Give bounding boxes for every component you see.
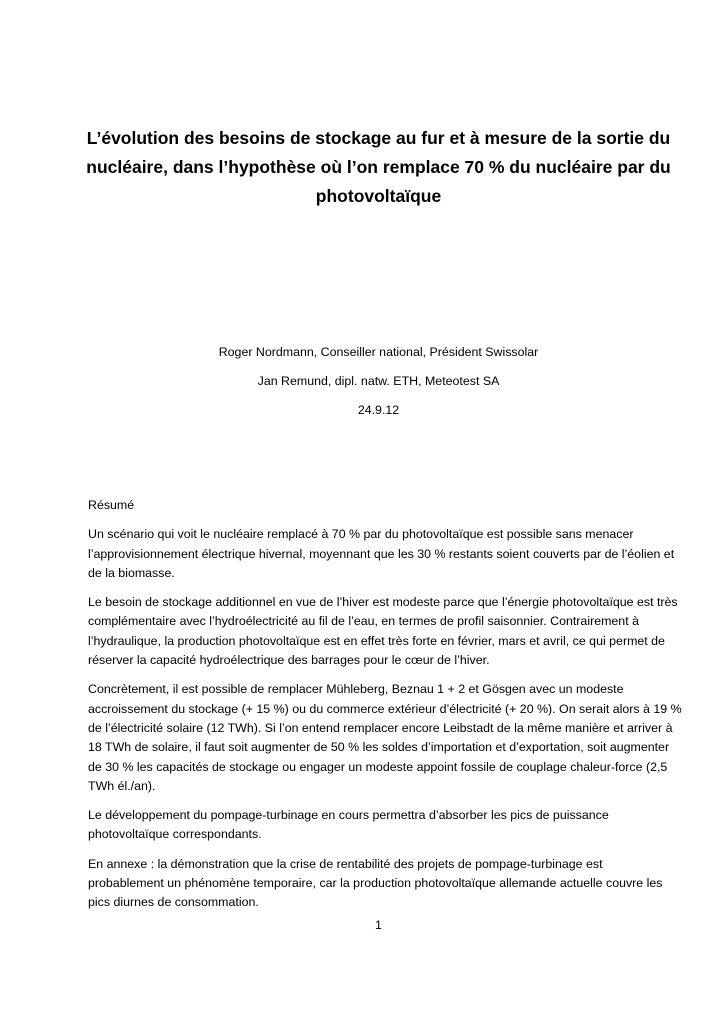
paragraph-line: photovoltaïque correspondants. xyxy=(88,827,262,842)
paragraph-line: pics diurnes de consommation. xyxy=(88,895,259,910)
document-date: 24.9.12 xyxy=(357,403,400,417)
author-block xyxy=(0,342,725,429)
paragraph-line: réserver la capacité hydroélectrique des barrages pour le cœur de l’hiver. xyxy=(88,653,490,668)
summary-paragraph xyxy=(88,680,688,796)
summary-paragraph xyxy=(88,525,688,583)
paragraph-line: En annexe : la démonstration que la crise de rentabilité des projets de pompage-turbinage est xyxy=(88,856,603,871)
paragraph-line: 18 TWh de solaire, il faut soit augmenter de 50 % les soldes d’importation et d’exportation, soit augmenter xyxy=(88,740,670,755)
paragraph-line: Concrètement, il est possible de remplacer Mühleberg, Beznau 1 + 2 et Gösgen avec un modeste xyxy=(88,682,624,697)
author-line: Jan Remund, dipl. natw. ETH, Meteotest SA xyxy=(257,374,500,388)
page-number: 1 xyxy=(375,918,382,932)
title-line: photovoltaïque xyxy=(315,186,442,206)
summary-paragraph xyxy=(88,855,688,913)
paragraph-line: TWh él./an). xyxy=(88,778,156,793)
title-line: nucléaire, dans l’hypothèse où l’on remplace 70 % du nucléaire par du xyxy=(86,157,671,177)
paragraph-line: de l’électricité solaire (12 TWh). Si l’on entend remplacer encore Leibstadt de la même manière et arriver à xyxy=(88,720,673,735)
paragraph-line: Le développement du pompage-turbinage en cours permettra d’absorber les pics de puissance xyxy=(88,808,609,823)
summary-heading: Résumé xyxy=(88,498,135,512)
summary-paragraph xyxy=(88,593,688,670)
paragraph-line: probablement un phénomène temporaire, car la production photovoltaïque allemande actuelle couvre les xyxy=(88,876,663,891)
document-title xyxy=(70,124,687,211)
paragraph-line: de 30 % les capacités de stockage ou engager un modeste appoint fossile de couplage chaleur-force (2,5 xyxy=(88,759,668,774)
paragraph-line: l’approvisionnement électrique hivernal, moyennant que les 30 % restants soient couverts par de l’éolien et xyxy=(88,546,675,561)
title-line: L’évolution des besoins de stockage au fur et à mesure de la sortie du xyxy=(86,128,671,148)
paragraph-line: de la biomasse. xyxy=(88,565,175,580)
paragraph-line: complémentaire avec l’hydroélectricité au fil de l’eau, en termes de profil saisonnier. Contrairement à xyxy=(88,614,639,629)
author-line: Roger Nordmann, Conseiller national, Président Swissolar xyxy=(218,345,539,359)
summary-paragraph xyxy=(88,806,688,845)
paragraph-line: accroissement du stockage (+ 15 %) ou du commerce extérieur d’électricité (+ 20 %). On serait alors à 19 % xyxy=(88,701,682,716)
summary-section xyxy=(88,496,688,923)
paragraph-line: l’hydraulique, la production photovoltaïque est en effet très forte en février, mars et avril, ce qui permet de xyxy=(88,633,665,648)
paragraph-line: Le besoin de stockage additionnel en vue de l’hiver est modeste parce que l’énergie photovoltaïque est très xyxy=(88,595,678,610)
paragraph-line: Un scénario qui voit le nucléaire remplacé à 70 % par du photovoltaïque est possible sans menacer xyxy=(88,527,634,542)
